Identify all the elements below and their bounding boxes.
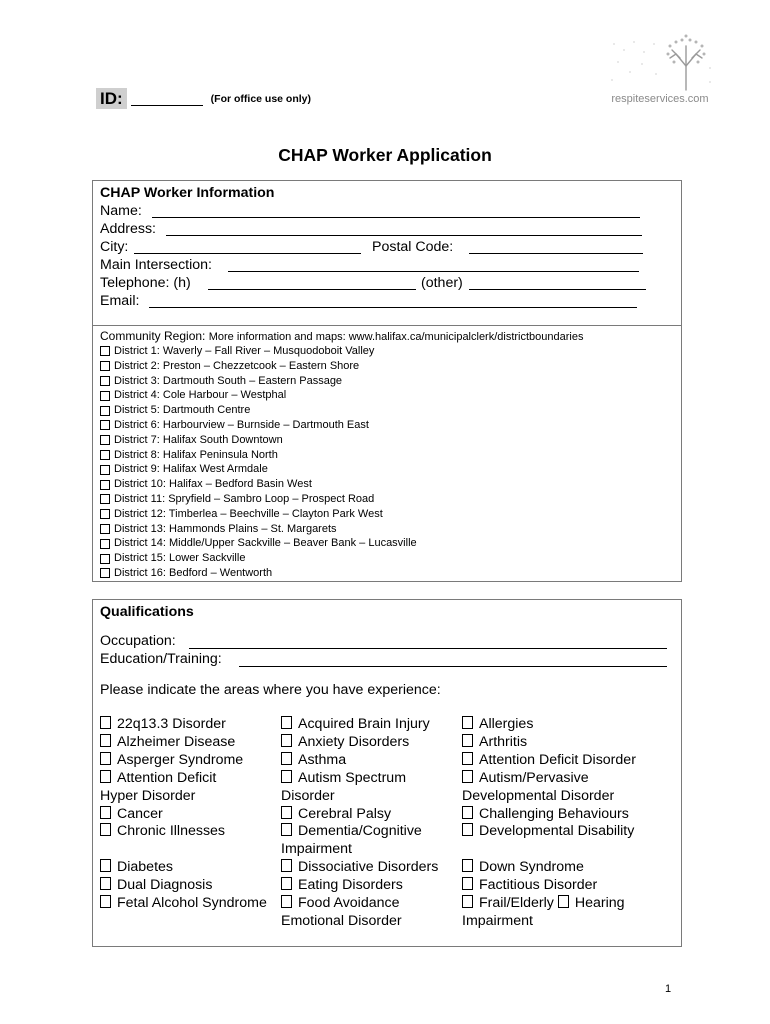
education-field[interactable] xyxy=(239,666,667,667)
experience-option[interactable] xyxy=(100,877,267,895)
experience-option[interactable] xyxy=(462,877,636,895)
main-intersection-label: Main Intersection: xyxy=(100,257,212,273)
id-field[interactable] xyxy=(131,91,203,106)
experience-label: Developmental Disability xyxy=(479,823,635,840)
district-option[interactable] xyxy=(100,477,312,492)
checkbox-icon[interactable] xyxy=(100,716,111,729)
checkbox-icon[interactable] xyxy=(462,752,473,765)
experience-option[interactable] xyxy=(462,806,636,824)
experience-continuation xyxy=(462,841,636,859)
experience-label: 22q13.3 Disorder xyxy=(117,716,226,732)
district-label: District 15: Lower Sackville xyxy=(114,552,246,565)
checkbox-icon[interactable] xyxy=(100,391,110,401)
district-label: District 16: Bedford – Wentworth xyxy=(114,567,273,579)
experience-option[interactable] xyxy=(281,895,438,913)
experience-column-2 xyxy=(281,716,438,931)
other-phone-field[interactable] xyxy=(469,289,646,290)
experience-option[interactable] xyxy=(462,895,636,913)
experience-continuation xyxy=(462,913,636,931)
experience-label: Attention Deficit xyxy=(117,769,217,786)
address-field[interactable] xyxy=(166,235,642,236)
experience-option[interactable] xyxy=(100,895,267,913)
district-label: District 11: Spryfield – Sambro Loop – Prospect Road xyxy=(114,493,375,505)
experience-label: Down Syndrome xyxy=(479,859,584,876)
experience-option[interactable] xyxy=(281,806,438,824)
district-option[interactable] xyxy=(100,403,250,418)
district-option[interactable] xyxy=(100,566,272,581)
occupation-field[interactable] xyxy=(189,648,667,649)
experience-label: Dissociative Disorders xyxy=(298,859,439,876)
experience-label: Factitious Disorder xyxy=(479,877,598,894)
occupation-label: Occupation: xyxy=(100,633,176,649)
experience-label: Eating Disorders xyxy=(298,877,403,894)
experience-column-3 xyxy=(462,716,636,931)
experience-option[interactable] xyxy=(281,823,438,841)
qualifications-section xyxy=(92,599,682,947)
experience-label: Acquired Brain Injury xyxy=(298,716,430,732)
checkbox-icon[interactable] xyxy=(100,480,110,490)
experience-option[interactable] xyxy=(100,823,267,841)
district-option[interactable] xyxy=(100,462,268,477)
checkbox-icon[interactable] xyxy=(100,435,110,445)
checkbox-icon[interactable] xyxy=(462,895,473,908)
experience-option[interactable] xyxy=(281,734,438,752)
checkbox-icon[interactable] xyxy=(100,524,110,534)
experience-label: Developmental Disorder xyxy=(462,787,615,804)
address-label: Address: xyxy=(100,221,156,237)
page-title: CHAP Worker Application xyxy=(278,145,492,165)
experience-option[interactable] xyxy=(100,716,267,734)
experience-continuation xyxy=(100,788,267,806)
district-option[interactable] xyxy=(100,551,245,566)
checkbox-icon[interactable] xyxy=(100,450,110,460)
district-option[interactable] xyxy=(100,492,374,507)
experience-label: Fetal Alcohol Syndrome xyxy=(117,895,267,912)
experience-option[interactable] xyxy=(281,716,438,734)
district-option[interactable] xyxy=(100,359,359,374)
experience-label: Autism Spectrum xyxy=(298,769,407,786)
checkbox-icon[interactable] xyxy=(100,509,110,519)
district-option[interactable] xyxy=(100,448,278,463)
experience-option[interactable] xyxy=(100,806,267,824)
experience-label: Asperger Syndrome xyxy=(117,751,244,768)
district-option[interactable] xyxy=(100,374,342,389)
main-intersection-field[interactable] xyxy=(228,271,639,272)
experience-option[interactable] xyxy=(281,770,438,788)
experience-option[interactable] xyxy=(281,752,438,770)
experience-continuation xyxy=(100,841,267,859)
checkbox-icon[interactable] xyxy=(462,823,473,836)
experience-column-1 xyxy=(100,716,267,913)
checkbox-icon[interactable] xyxy=(100,734,111,747)
district-label: District 6: Harbourview – Burnside – Dartmouth East xyxy=(114,419,369,431)
email-label: Email: xyxy=(100,293,140,309)
checkbox-icon[interactable] xyxy=(100,823,111,836)
checkbox-icon[interactable] xyxy=(100,568,110,578)
checkbox-icon[interactable] xyxy=(100,554,110,564)
checkbox-icon[interactable] xyxy=(100,494,110,504)
checkbox-icon[interactable] xyxy=(100,420,110,430)
experience-label: Diabetes xyxy=(117,859,173,876)
checkbox-icon[interactable] xyxy=(100,361,110,371)
experience-label: Asthma xyxy=(298,751,347,768)
experience-label: Dual Diagnosis xyxy=(117,877,213,894)
district-label: District 5: Dartmouth Centre xyxy=(114,404,251,417)
experience-continuation xyxy=(281,841,438,859)
district-option[interactable] xyxy=(100,344,374,359)
experience-prompt: Please indicate the areas where you have experience: xyxy=(100,682,441,698)
home-phone-field[interactable] xyxy=(208,289,416,290)
checkbox-icon[interactable] xyxy=(281,734,292,747)
checkbox-icon[interactable] xyxy=(281,895,292,908)
experience-option[interactable] xyxy=(281,859,438,877)
community-region-label: Community Region: xyxy=(100,329,206,343)
experience-option[interactable] xyxy=(462,734,636,752)
checkbox-icon[interactable] xyxy=(100,376,110,386)
district-label: District 2: Preston – Chezzetcook – Eastern Shore xyxy=(114,359,360,372)
experience-option[interactable] xyxy=(462,752,636,770)
experience-label: Food Avoidance xyxy=(298,895,400,912)
city-field[interactable] xyxy=(134,253,361,254)
district-option[interactable] xyxy=(100,536,417,551)
experience-option[interactable] xyxy=(100,770,267,788)
experience-continuation xyxy=(281,788,438,806)
worker-info-heading: CHAP Worker Information xyxy=(100,185,275,201)
qualifications-heading: Qualifications xyxy=(100,604,194,620)
experience-label: Autism/Pervasive xyxy=(479,769,589,786)
checkbox-icon[interactable] xyxy=(100,877,111,890)
email-field[interactable] xyxy=(149,307,637,308)
district-label: District 9: Halifax West Armdale xyxy=(114,463,268,476)
checkbox-icon[interactable] xyxy=(281,859,292,872)
name-label: Name: xyxy=(100,203,142,219)
checkbox-icon[interactable] xyxy=(100,465,110,475)
checkbox-icon[interactable] xyxy=(462,806,473,819)
checkbox-icon[interactable] xyxy=(281,823,292,836)
checkbox-icon[interactable] xyxy=(281,752,292,765)
community-region-section xyxy=(92,325,682,582)
district-option[interactable] xyxy=(100,433,283,448)
experience-label: Disorder xyxy=(281,787,335,804)
telephone-label: Telephone: (h) xyxy=(100,275,191,291)
experience-label: Hyper Disorder xyxy=(100,787,196,804)
postal-code-field[interactable] xyxy=(469,253,643,254)
checkbox-icon[interactable] xyxy=(462,734,473,747)
experience-option[interactable] xyxy=(462,716,636,734)
experience-option[interactable] xyxy=(100,734,267,752)
district-label: District 8: Halifax Peninsula North xyxy=(114,448,278,461)
experience-option[interactable] xyxy=(462,859,636,877)
experience-label: Dementia/Cognitive xyxy=(298,823,422,840)
experience-label: Emotional Disorder xyxy=(281,912,402,929)
checkbox-icon[interactable] xyxy=(100,346,110,356)
experience-label: Impairment xyxy=(281,841,352,858)
district-option[interactable] xyxy=(100,418,369,433)
experience-option[interactable] xyxy=(100,859,267,877)
page-number: 1 xyxy=(665,983,672,995)
checkbox-icon[interactable] xyxy=(281,806,292,819)
checkbox-icon[interactable] xyxy=(100,539,110,549)
id-label: ID: xyxy=(96,88,127,109)
logo-text: respiteservices.com xyxy=(611,93,709,105)
checkbox-icon[interactable] xyxy=(100,806,111,819)
office-id-block xyxy=(96,88,311,109)
experience-label: Hearing xyxy=(574,895,625,912)
experience-label: Cerebral Palsy xyxy=(298,805,392,822)
checkbox-icon[interactable] xyxy=(100,895,111,908)
worker-info-section xyxy=(92,180,682,326)
checkbox-icon[interactable] xyxy=(281,770,292,783)
education-label: Education/Training: xyxy=(100,651,222,667)
community-region-header xyxy=(100,328,584,345)
city-label: City: xyxy=(100,239,129,255)
office-use-note: (For office use only) xyxy=(210,92,312,105)
postal-code-label: Postal Code: xyxy=(372,239,454,255)
name-field[interactable] xyxy=(152,217,640,218)
checkbox-icon[interactable] xyxy=(462,716,473,729)
experience-label: Allergies xyxy=(479,716,534,732)
checkbox-icon[interactable] xyxy=(100,859,111,872)
experience-label: Chronic Illnesses xyxy=(117,823,226,840)
checkbox-icon[interactable] xyxy=(462,877,473,890)
experience-label: Anxiety Disorders xyxy=(298,733,410,750)
district-label: District 4: Cole Harbour – Westphal xyxy=(114,389,287,402)
experience-label: Alzheimer Disease xyxy=(117,733,236,750)
tree-icon xyxy=(606,32,714,92)
district-label: District 14: Middle/Upper Sackville – Beaver Bank – Lucasville xyxy=(114,537,417,550)
experience-label: Arthritis xyxy=(479,733,528,750)
experience-option[interactable] xyxy=(462,823,636,841)
experience-label: Cancer xyxy=(117,805,163,822)
district-map-info: More information and maps: www.halifax.ca/municipalclerk/districtboundaries xyxy=(208,331,584,343)
checkbox-icon[interactable] xyxy=(100,406,110,416)
checkbox-icon[interactable] xyxy=(281,716,292,729)
district-option[interactable] xyxy=(100,388,286,403)
checkbox-icon[interactable] xyxy=(462,770,473,783)
experience-label: Attention Deficit Disorder xyxy=(479,751,636,768)
district-option[interactable] xyxy=(100,507,383,522)
checkbox-icon[interactable] xyxy=(100,770,111,783)
experience-continuation xyxy=(281,913,438,931)
district-option[interactable] xyxy=(100,522,337,537)
district-label: District 1: Waverly – Fall River – Musquodoboit Valley xyxy=(114,345,375,357)
district-label: District 7: Halifax South Downtown xyxy=(114,433,283,446)
experience-label: Frail/Elderly xyxy=(479,895,554,912)
checkbox-icon[interactable] xyxy=(281,877,292,890)
district-label: District 3: Dartmouth South – Eastern Passage xyxy=(114,374,343,387)
district-label: District 12: Timberlea – Beechville – Clayton Park West xyxy=(114,507,383,520)
experience-label: Impairment xyxy=(462,912,533,929)
experience-label: Challenging Behaviours xyxy=(479,805,629,822)
experience-option[interactable] xyxy=(100,752,267,770)
checkbox-icon[interactable] xyxy=(462,859,473,872)
checkbox-icon[interactable] xyxy=(100,752,111,765)
other-phone-label: (other) xyxy=(421,275,463,291)
district-label: District 13: Hammonds Plains – St. Margarets xyxy=(114,522,337,535)
district-label: District 10: Halifax – Bedford Basin West xyxy=(114,478,312,491)
experience-option[interactable] xyxy=(281,877,438,895)
respite-services-logo xyxy=(606,32,714,118)
checkbox-icon[interactable] xyxy=(558,895,569,908)
experience-option[interactable] xyxy=(462,770,636,788)
experience-continuation xyxy=(462,788,636,806)
